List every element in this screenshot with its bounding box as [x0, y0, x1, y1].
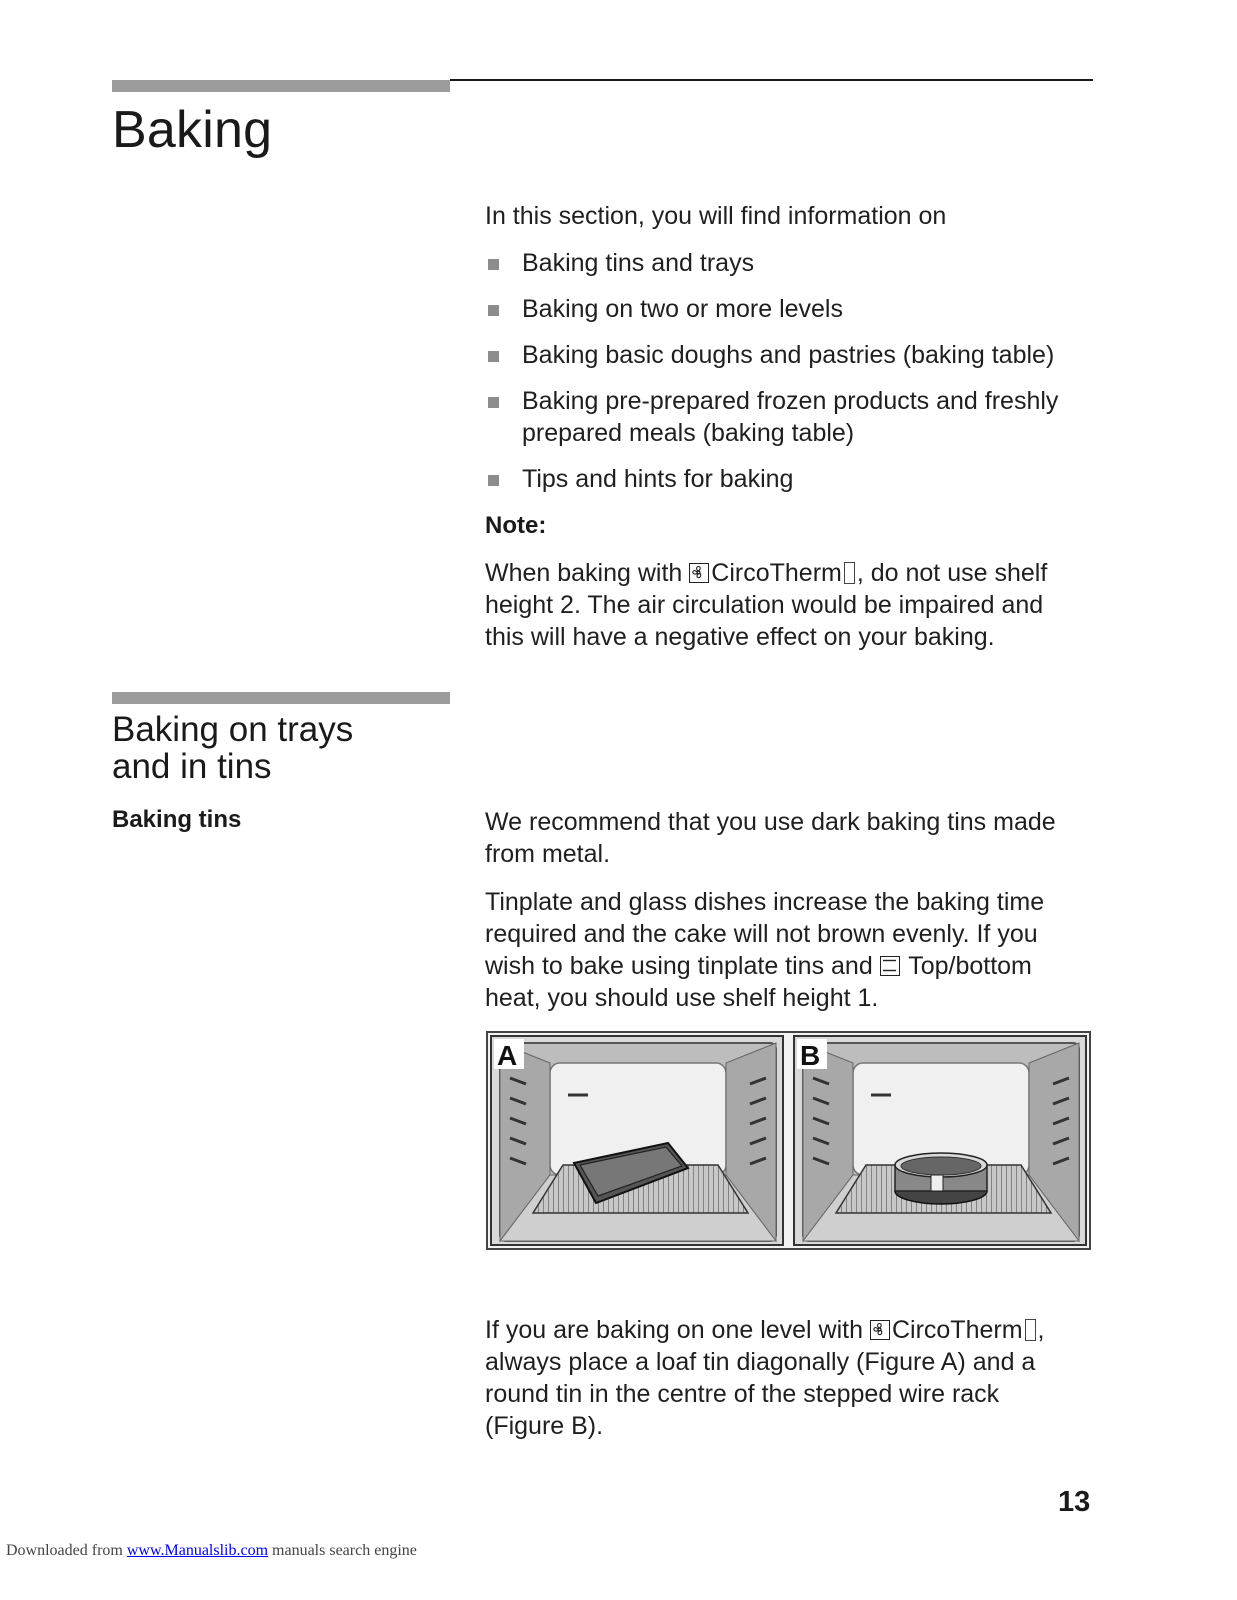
figure-label-b: B	[800, 1040, 821, 1071]
note-text-start: When baking with	[485, 559, 683, 587]
bullet-square-icon	[488, 397, 499, 408]
oven-illustration	[488, 1033, 1089, 1248]
baking-tins-para2	[485, 886, 1085, 1014]
para2-text-start: Tinplate and glass dishes increase the baking time required and the cake will not brown evenly. If you wish to bake using tinplate tins and	[485, 888, 1045, 980]
para3-text-end: , always place a loaf tin diagonally (Figure A) and a round tin in the centre of the stepped wire rack (Figure B).	[485, 1316, 1045, 1440]
footer-prefix: Downloaded from	[6, 1542, 127, 1559]
bullet-square-icon	[488, 305, 499, 316]
fan-mode-icon	[870, 1320, 890, 1340]
bullet-square-icon	[488, 475, 499, 486]
manualslib-link[interactable]: www.Manualslib.com	[126, 1542, 269, 1559]
footer-suffix: manuals search engine	[268, 1542, 417, 1559]
list-item	[485, 247, 1093, 279]
list-item	[485, 293, 1093, 325]
subsection-heading: Baking tins	[112, 806, 242, 833]
oven-figure	[486, 1031, 1091, 1250]
para2-text-end: Top/bottom heat, you should use shelf height 1.	[485, 952, 1032, 1012]
intro-bullet-list	[485, 247, 1093, 509]
missing-glyph-icon	[844, 562, 855, 584]
figure-label-a: A	[497, 1040, 518, 1071]
bullet-square-icon	[488, 259, 499, 270]
bullet-text: Baking on two or more levels	[522, 295, 843, 323]
section-heading-line1: Baking on trays	[112, 710, 354, 749]
title-rule	[450, 79, 1093, 81]
list-item	[485, 463, 1093, 495]
bullet-text: Baking pre-prepared frozen products and freshly prepared meals (baking table)	[522, 387, 1059, 447]
fan-mode-icon	[689, 563, 709, 583]
section-heading	[112, 711, 353, 785]
note-heading: Note:	[485, 512, 547, 539]
intro-lead: In this section, you will find information on	[485, 202, 947, 230]
para3-text-start: If you are baking on one level with	[485, 1316, 864, 1344]
page-title: Baking	[112, 101, 273, 159]
missing-glyph-icon	[1025, 1319, 1036, 1341]
note-text-end: , do not use shelf height 2. The air circulation would be impaired and this will have a negative effect on your baking.	[485, 559, 1048, 651]
title-accent-bar	[112, 80, 450, 92]
list-item	[485, 385, 1093, 449]
bullet-text: Tips and hints for baking	[522, 465, 794, 493]
baking-tins-para3	[485, 1314, 1085, 1442]
list-item	[485, 339, 1093, 371]
bullet-square-icon	[488, 351, 499, 362]
page-number: 13	[1058, 1486, 1091, 1518]
mode-name: CircoTherm	[891, 1316, 1023, 1344]
top-bottom-heat-icon	[880, 956, 900, 976]
section-heading-line2: and in tins	[112, 747, 272, 786]
download-footer	[6, 1542, 417, 1560]
note-text	[485, 557, 1085, 653]
bullet-text: Baking basic doughs and pastries (baking table)	[522, 341, 1055, 369]
oven-panel-a	[491, 1036, 783, 1245]
section-accent-bar	[112, 692, 450, 704]
bullet-text: Baking tins and trays	[522, 249, 755, 277]
baking-tins-para1: We recommend that you use dark baking tins made from metal.	[485, 808, 1056, 868]
mode-name: CircoTherm	[711, 559, 842, 587]
oven-panel-b	[794, 1036, 1086, 1245]
